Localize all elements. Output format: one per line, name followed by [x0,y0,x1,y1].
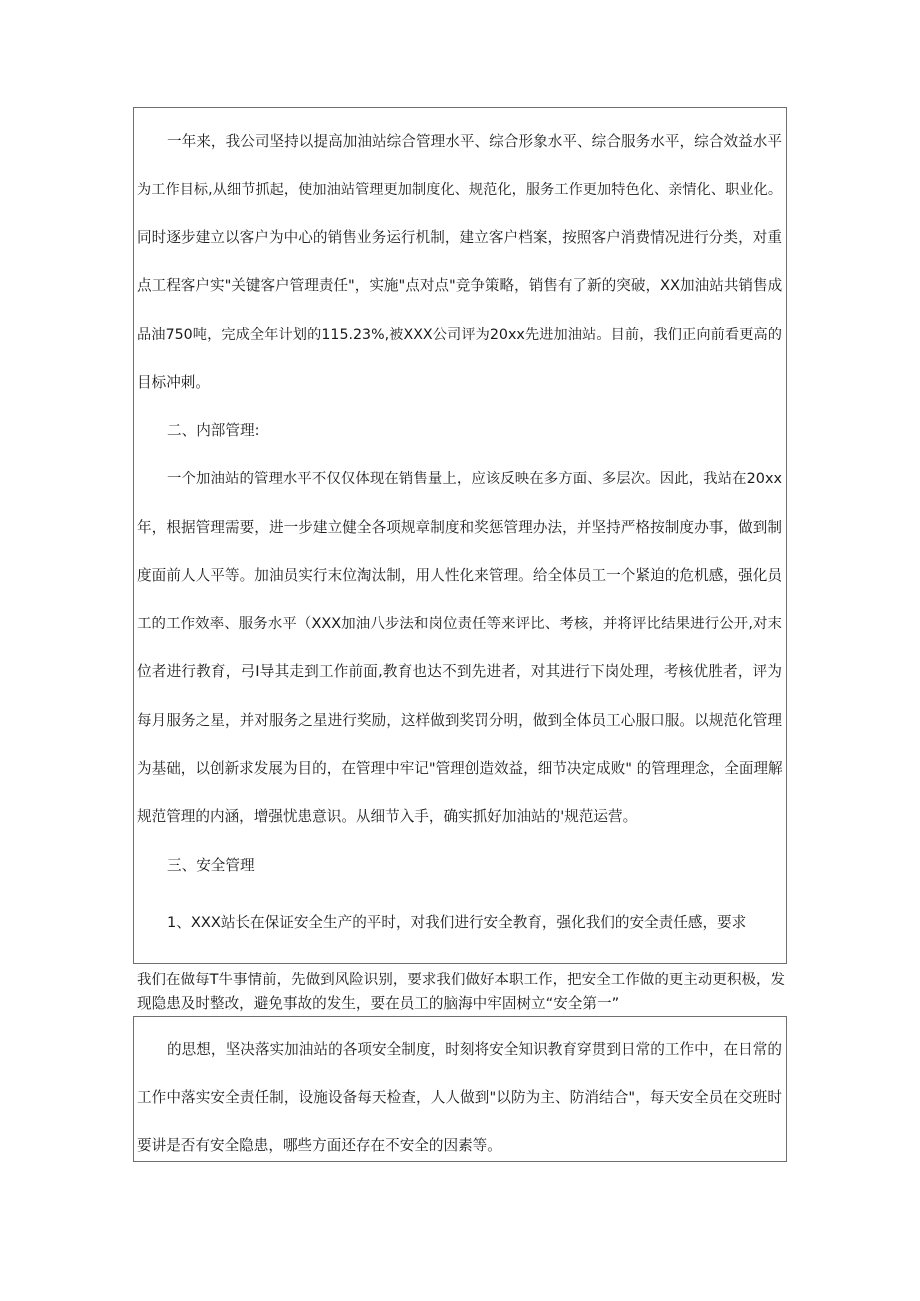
paragraph-line: 为工作目标,从细节抓起，使加油站管理更加制度化、规范化，服务工作更加特色化、亲情化、职业化。 [137,182,782,198]
paragraph-line: 目标冲刺。 [137,374,210,391]
paragraph-line: 规范管理的内涵，增强忧患意识。从细节入手，确实抓好加油站的'规范运营。 [137,808,638,825]
paragraph-line: 一个加油站的管理水平不仅仅体现在销售量上，应该反映在多方面、多层次。因此，我站在20xx [167,471,782,487]
paragraph-line: 要讲是否有安全隐患，哪些方面还存在不安全的因素等。 [137,1137,502,1154]
paragraph-line: 的思想，坚决落实加油站的各项安全制度，时刻将安全知识教育穿贯到日常的工作中，在日常的 [167,1041,782,1058]
paragraph-line: 品油750吨，完成全年计划的115.23%,被XXX公司评为20xx先进加油站。目前，我们正向前看更高的 [137,327,782,343]
paragraph-line: 每月服务之星，并对服务之星进行奖励，这样做到奖罚分明，做到全体员工心服口服。以规范化管理 [137,712,782,729]
paragraph-line: 度面前人人平等。加油员实行末位淘汰制，用人性化来管理。给全体员工一个紧迫的危机感，强化员 [137,567,782,584]
paragraph-line: 我们在做每T牛事情前，先做到风险识别，要求我们做好本职工作，把安全工作做的更主动更积极，发 [137,972,785,988]
paragraph-line: 点工程客户实"关键客户管理责任"，实施"点对点"竞争策略，销售有了新的突破，XX加油站共销售成 [137,277,783,294]
paragraph-line: 年，根据管理需要，进一步建立健全各项规章制度和奖惩管理办法，并坚持严格按制度办事，做到制 [137,519,782,536]
paragraph-line: 现隐患及时整改，避免事故的发生，要在员工的脑海中牢固树立“安全第一” [137,995,620,1012]
paragraph-line: 工的工作效率、服务水平（XXX加油八步法和岗位责任等来评比、考核，并将评比结果进行公开,对末 [137,616,782,632]
paragraph-line: 一年来，我公司坚持以提高加油站综合管理水平、综合形象水平、综合服务水平，综合效益水平 [167,133,782,150]
paragraph-line: 工作中落实安全责任制，设施设备每天检查，人人做到"以防为主、防消结合"，每天安全员在交班时 [137,1089,782,1106]
section-heading: 三、安全管理 [167,857,255,874]
paragraph-line: 同时逐步建立以客户为中心的销售业务运行机制，建立客户档案，按照客户消费情况进行分类，对重 [137,229,782,246]
paragraph-line: 1、XXX站长在保证安全生产的平时，对我们进行安全教育，强化我们的安全责任感，要求 [167,914,747,931]
paragraph-line: 为基础，以创新求发展为目的，在管理中牢记"管理创造效益，细节决定成败" 的管理理念，全面理解 [137,760,783,777]
paragraph-line: 位者进行教育，弓I导其走到工作前面,教育也达不到先进者，对其进行下岗处理，考核优胜者，评为 [137,663,782,680]
section-heading: 二、内部管理: [167,422,260,439]
